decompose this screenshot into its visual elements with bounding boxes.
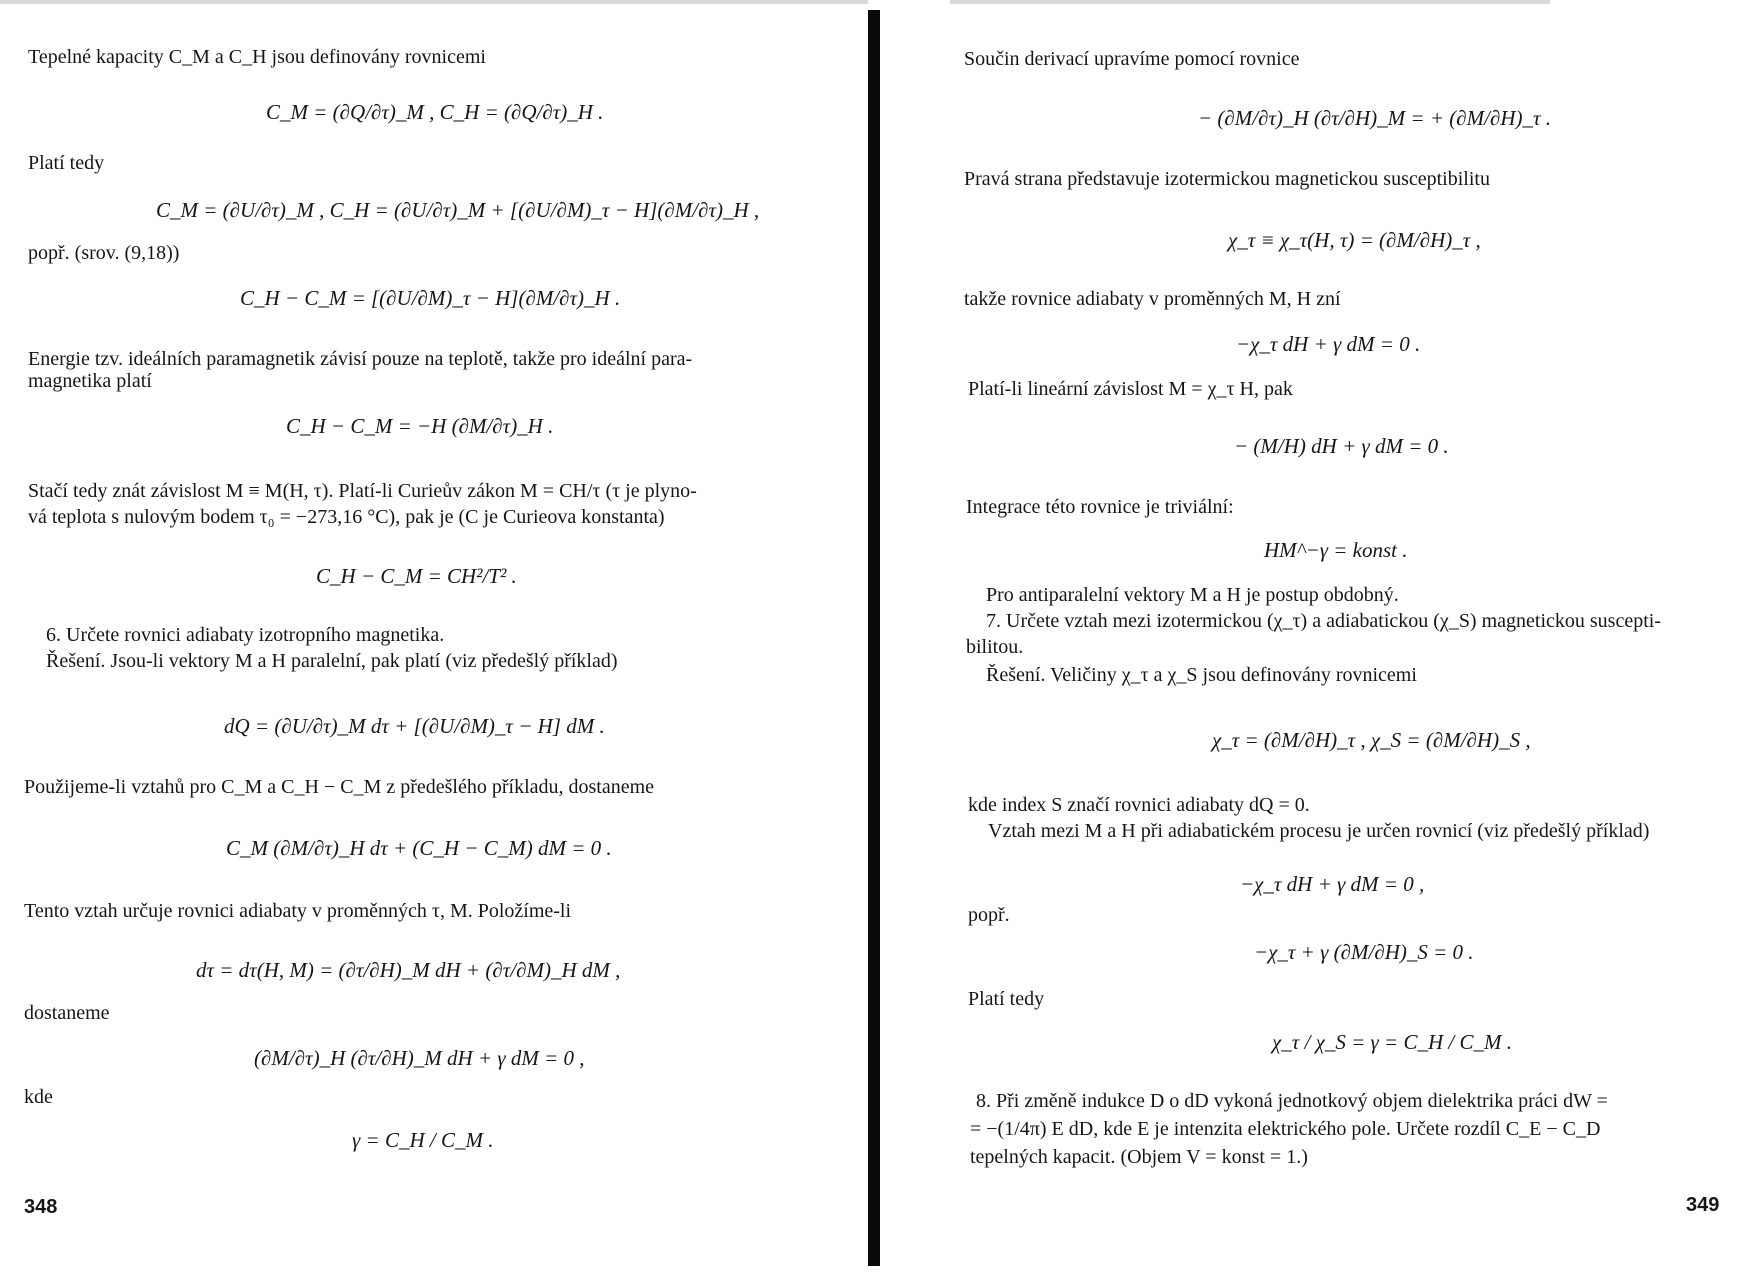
text-line: 7. Určete vztah mezi izotermickou (χ_τ) a adiabatickou (χ_S) magnetickou suscepti- (986, 610, 1661, 632)
equation: C_M = (∂Q/∂τ)_M , C_H = (∂Q/∂τ)_H . (266, 100, 604, 124)
text-line: takže rovnice adiabaty v proměnných M, H zní (964, 288, 1341, 310)
equation: χ_τ = (∂M/∂H)_τ , χ_S = (∂M/∂H)_S , (1212, 728, 1531, 752)
text-line: Platí-li lineární závislost M = χ_τ H, pak (968, 378, 1293, 400)
text-line: Použijeme-li vztahů pro C_M a C_H − C_M z předešlého příkladu, dostaneme (24, 776, 655, 798)
equation: dQ = (∂U/∂τ)_M dτ + [(∂U/∂M)_τ − H] dM . (224, 714, 605, 738)
text-line: vá teplota s nulovým bodem τ₀ = −273,16 °C), pak je (C je Curieova konstanta) (28, 506, 665, 528)
equation: γ = C_H / C_M . (352, 1128, 494, 1152)
text-line: bilitou. (966, 636, 1024, 658)
text-line: dostaneme (24, 1002, 110, 1024)
text-line: = −(1/4π) E dD, kde E je intenzita elektrického pole. Určete rozdíl C_E − C_D (970, 1118, 1601, 1140)
text-line: Integrace této rovnice je triviální: (966, 496, 1234, 518)
equation: dτ = dτ(H, M) = (∂τ/∂H)_M dH + (∂τ/∂M)_H dM , (196, 958, 621, 982)
page-number: 348 (24, 1196, 58, 1218)
text-line: Řešení. Veličiny χ_τ a χ_S jsou definovány rovnicemi (986, 664, 1417, 686)
text-line: 6. Určete rovnici adiabaty izotropního magnetika. (46, 624, 445, 646)
text-line: Platí tedy (968, 988, 1045, 1010)
equation: −χ_τ dH + γ dM = 0 , (1240, 872, 1425, 896)
equation: C_H − C_M = CH²/T² . (316, 564, 517, 588)
equation: −χ_τ + γ (∂M/∂H)_S = 0 . (1254, 940, 1474, 964)
text-line: magnetika platí (28, 370, 152, 392)
left-page (0, 0, 868, 1276)
text-line: popř. (968, 904, 1010, 926)
equation: − (M/H) dH + γ dM = 0 . (1234, 434, 1449, 458)
text-line: Pravá strana představuje izotermickou magnetickou susceptibilitu (964, 168, 1490, 190)
text-line: Řešení. Jsou-li vektory M a H paralelní, pak platí (viz předešlý příklad) (46, 650, 618, 672)
equation: HM^−γ = konst . (1264, 538, 1408, 562)
equation: (∂M/∂τ)_H (∂τ/∂H)_M dH + γ dM = 0 , (254, 1046, 585, 1070)
equation: C_H − C_M = −H (∂M/∂τ)_H . (286, 414, 554, 438)
equation: −χ_τ dH + γ dM = 0 . (1236, 332, 1421, 356)
book-gutter (868, 10, 880, 1266)
text-line: kde (24, 1086, 53, 1108)
text-line: Tento vztah určuje rovnici adiabaty v proměnných τ, M. Položíme-li (24, 900, 572, 922)
equation: χ_τ / χ_S = γ = C_H / C_M . (1272, 1030, 1512, 1054)
text-line: Tepelné kapacity C_M a C_H jsou definovány rovnicemi (28, 46, 486, 68)
equation: C_M (∂M/∂τ)_H dτ + (C_H − C_M) dM = 0 . (226, 836, 612, 860)
text-line: 8. Při změně indukce D o dD vykoná jednotkový objem dielektrika práci dW = (976, 1090, 1608, 1112)
page-number: 349 (1686, 1194, 1720, 1216)
equation: C_H − C_M = [(∂U/∂M)_τ − H](∂M/∂τ)_H . (240, 286, 621, 310)
equation: − (∂M/∂τ)_H (∂τ/∂H)_M = + (∂M/∂H)_τ . (1198, 106, 1552, 130)
text-line: Platí tedy (28, 152, 105, 174)
text-line: Pro antiparalelní vektory M a H je postup obdobný. (986, 584, 1399, 606)
text-line: Energie tzv. ideálních paramagnetik závisí pouze na teplotě, takže pro ideální para- (28, 348, 693, 370)
text-line: kde index S značí rovnici adiabaty dQ = 0. (968, 794, 1310, 816)
text-line: tepelných kapacit. (Objem V = konst = 1.) (970, 1146, 1308, 1168)
equation: χ_τ ≡ χ_τ(H, τ) = (∂M/∂H)_τ , (1228, 228, 1481, 252)
text-line: Součin derivací upravíme pomocí rovnice (964, 48, 1300, 70)
right-page (880, 0, 1754, 1276)
text-line: popř. (srov. (9,18)) (28, 242, 180, 264)
text-line: Stačí tedy znát závislost M ≡ M(H, τ). Platí-li Curieův zákon M = CH/τ (τ je plyno- (28, 480, 697, 502)
equation: C_M = (∂U/∂τ)_M , C_H = (∂U/∂τ)_M + [(∂U/∂M)_τ − H](∂M/∂τ)_H , (156, 198, 760, 222)
text-line: Vztah mezi M a H při adiabatickém procesu je určen rovnicí (viz předešlý příklad) (988, 820, 1650, 842)
